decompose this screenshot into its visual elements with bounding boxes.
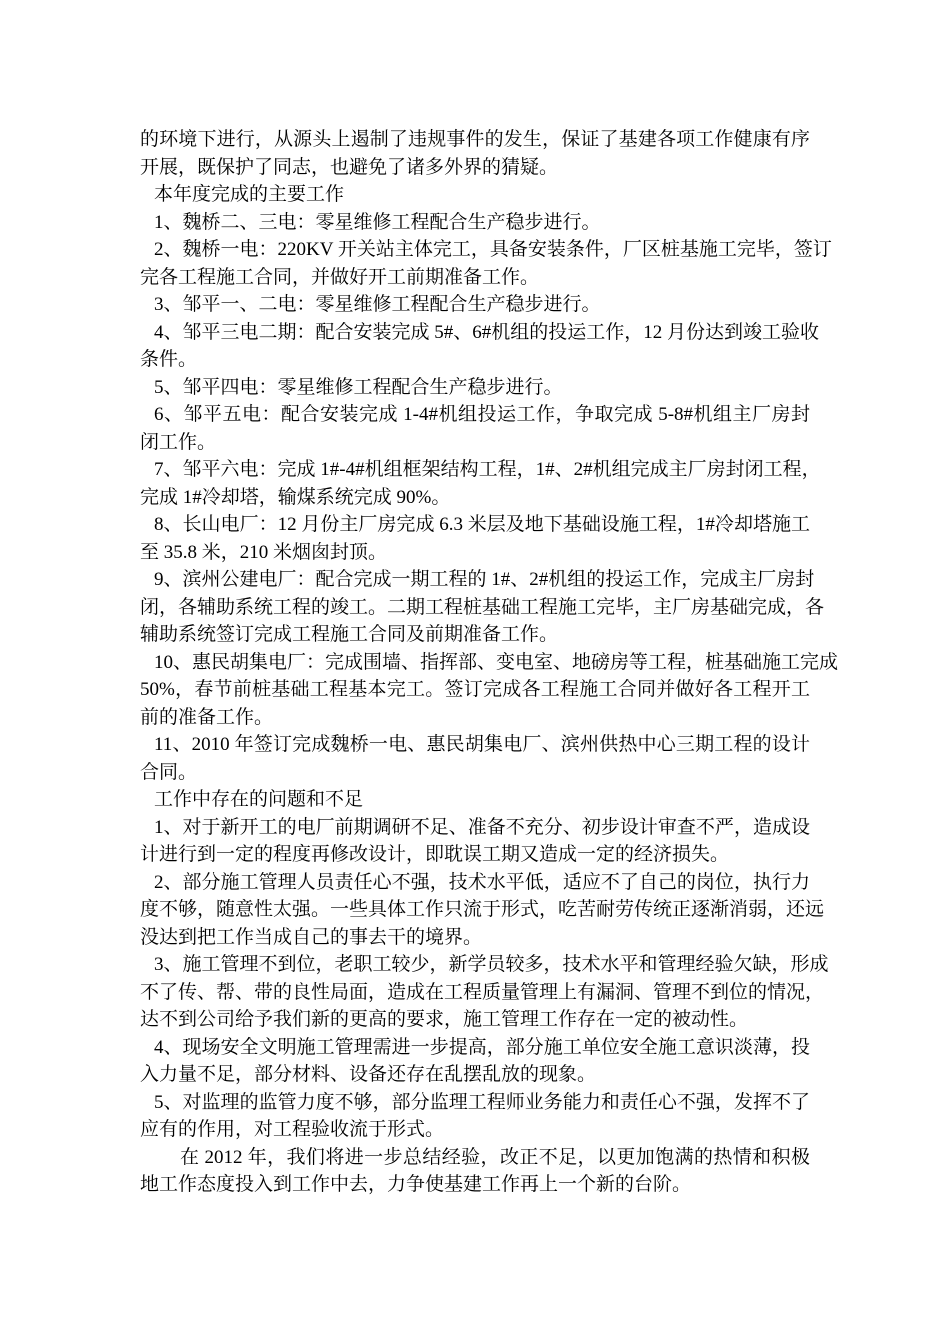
text-line: 度不够，随意性太强。一些具体工作只流于形式，吃苦耐劳传统正逐渐消弱，还远 [140, 899, 825, 920]
text-line: 条件。 [140, 349, 198, 370]
text-line: 合同。 [140, 761, 198, 783]
text-line: 闭工作。 [140, 431, 217, 453]
text-line: 5、对监理的监管力度不够，部分监理工程师业务能力和责任心不强，发挥不了 [154, 1091, 810, 1113]
paragraph [140, 181, 810, 209]
paragraph [140, 1144, 810, 1199]
text-line: 完成 1#冷却塔，输煤系统完成 90%。 [140, 486, 451, 508]
text-line: 50%，春节前桩基础工程基本完工。签订完成各工程施工合同并做好各工程开工 [140, 679, 810, 700]
paragraph [140, 566, 825, 649]
text-line: 前的准备工作。 [140, 706, 274, 728]
text-line: 本年度完成的主要工作 [154, 184, 345, 205]
text-line: 8、长山电厂：12 月份主厂房完成 6.3 米层及地下基础设施工程，1#冷却塔施工 [154, 514, 810, 535]
text-line: 5、邹平四电：零星维修工程配合生产稳步进行。 [154, 376, 563, 398]
text-line: 2、部分施工管理人员责任心不强，技术水平低，适应不了自己的岗位，执行力 [154, 871, 810, 893]
paragraph [140, 1089, 810, 1144]
paragraph [140, 374, 810, 402]
text-line: 4、现场安全文明施工管理需进一步提高，部分施工单位安全施工意识淡薄，投 [154, 1036, 810, 1058]
document-body [140, 126, 839, 1199]
text-line: 计进行到一定的程度再修改设计，即耽误工期又造成一定的经济损失。 [140, 844, 730, 865]
text-line: 开展，既保护了同志，也避免了诸多外界的猜疑。 [140, 156, 559, 178]
text-line: 闭，各辅助系统工程的竣工。二期工程桩基础工程施工完毕，主厂房基础完成，各 [140, 596, 825, 618]
text-line: 应有的作用，对工程验收流于形式。 [140, 1119, 445, 1140]
text-line: 4、邹平三电二期：配合安装完成 5#、6#机组的投运工作，12 月份达到竣工验收 [154, 321, 820, 343]
paragraph [140, 236, 832, 291]
paragraph [140, 456, 821, 511]
text-line: 工作中存在的问题和不足 [154, 789, 364, 810]
text-line: 的环境下进行，从源头上遏制了违规事件的发生，保证了基建各项工作健康有序 [140, 129, 810, 150]
paragraph [140, 1034, 810, 1089]
paragraph [140, 209, 810, 237]
text-line: 达不到公司给予我们新的更高的要求，施工管理工作存在一定的被动性。 [140, 1009, 749, 1030]
paragraph [140, 951, 829, 1034]
paragraph [140, 401, 810, 456]
paragraph [140, 319, 820, 374]
text-line: 辅助系统签订完成工程施工合同及前期准备工作。 [140, 624, 559, 645]
text-line: 地工作态度投入到工作中去，力争使基建工作再上一个新的台阶。 [140, 1174, 692, 1195]
text-line: 3、施工管理不到位，老职工较少，新学员较多，技术水平和管理经验欠缺，形成 [154, 954, 829, 975]
text-line: 在 2012 年，我们将进一步总结经验，改正不足，以更加饱满的热情和积极 [180, 1146, 810, 1168]
text-line: 不了传、帮、带的良性局面，造成在工程质量管理上有漏洞、管理不到位的情况， [140, 981, 825, 1003]
text-line: 10、惠民胡集电厂：完成围墙、指挥部、变电室、地磅房等工程，桩基础施工完成 [154, 651, 839, 673]
text-line: 9、滨州公建电厂：配合完成一期工程的 1#、2#机组的投运工作，完成主厂房封 [154, 569, 815, 590]
text-line: 1、对于新开工的电厂前期调研不足、准备不充分、初步设计审查不严，造成设 [154, 816, 810, 838]
paragraph [140, 649, 839, 732]
paragraph [140, 511, 810, 566]
paragraph [140, 869, 825, 952]
paragraph [140, 291, 810, 319]
text-line: 完各工程施工合同，并做好开工前期准备工作。 [140, 266, 540, 288]
paragraph [140, 786, 810, 814]
text-line: 11、2010 年签订完成魏桥一电、惠民胡集电厂、滨州供热中心三期工程的设计 [154, 734, 810, 755]
text-line: 7、邹平六电：完成 1#-4#机组框架结构工程，1#、2#机组完成主厂房封闭工程， [154, 459, 821, 480]
text-line: 2、魏桥一电：220KV 开关站主体完工，具备安装条件，厂区桩基施工完毕，签订 [154, 239, 832, 260]
text-line: 6、邹平五电：配合安装完成 1-4#机组投运工作，争取完成 5-8#机组主厂房封 [154, 404, 810, 425]
text-line: 入力量不足，部分材料、设备还存在乱摆乱放的现象。 [140, 1064, 597, 1085]
paragraph [140, 731, 810, 786]
paragraph [140, 126, 810, 181]
text-line: 至 35.8 米，210 米烟囱封顶。 [140, 541, 388, 563]
text-line: 3、邹平一、二电：零星维修工程配合生产稳步进行。 [154, 294, 601, 315]
paragraph [140, 814, 810, 869]
text-line: 1、魏桥二、三电：零星维修工程配合生产稳步进行。 [154, 211, 601, 233]
text-line: 没达到把工作当成自己的事去干的境界。 [140, 926, 483, 948]
